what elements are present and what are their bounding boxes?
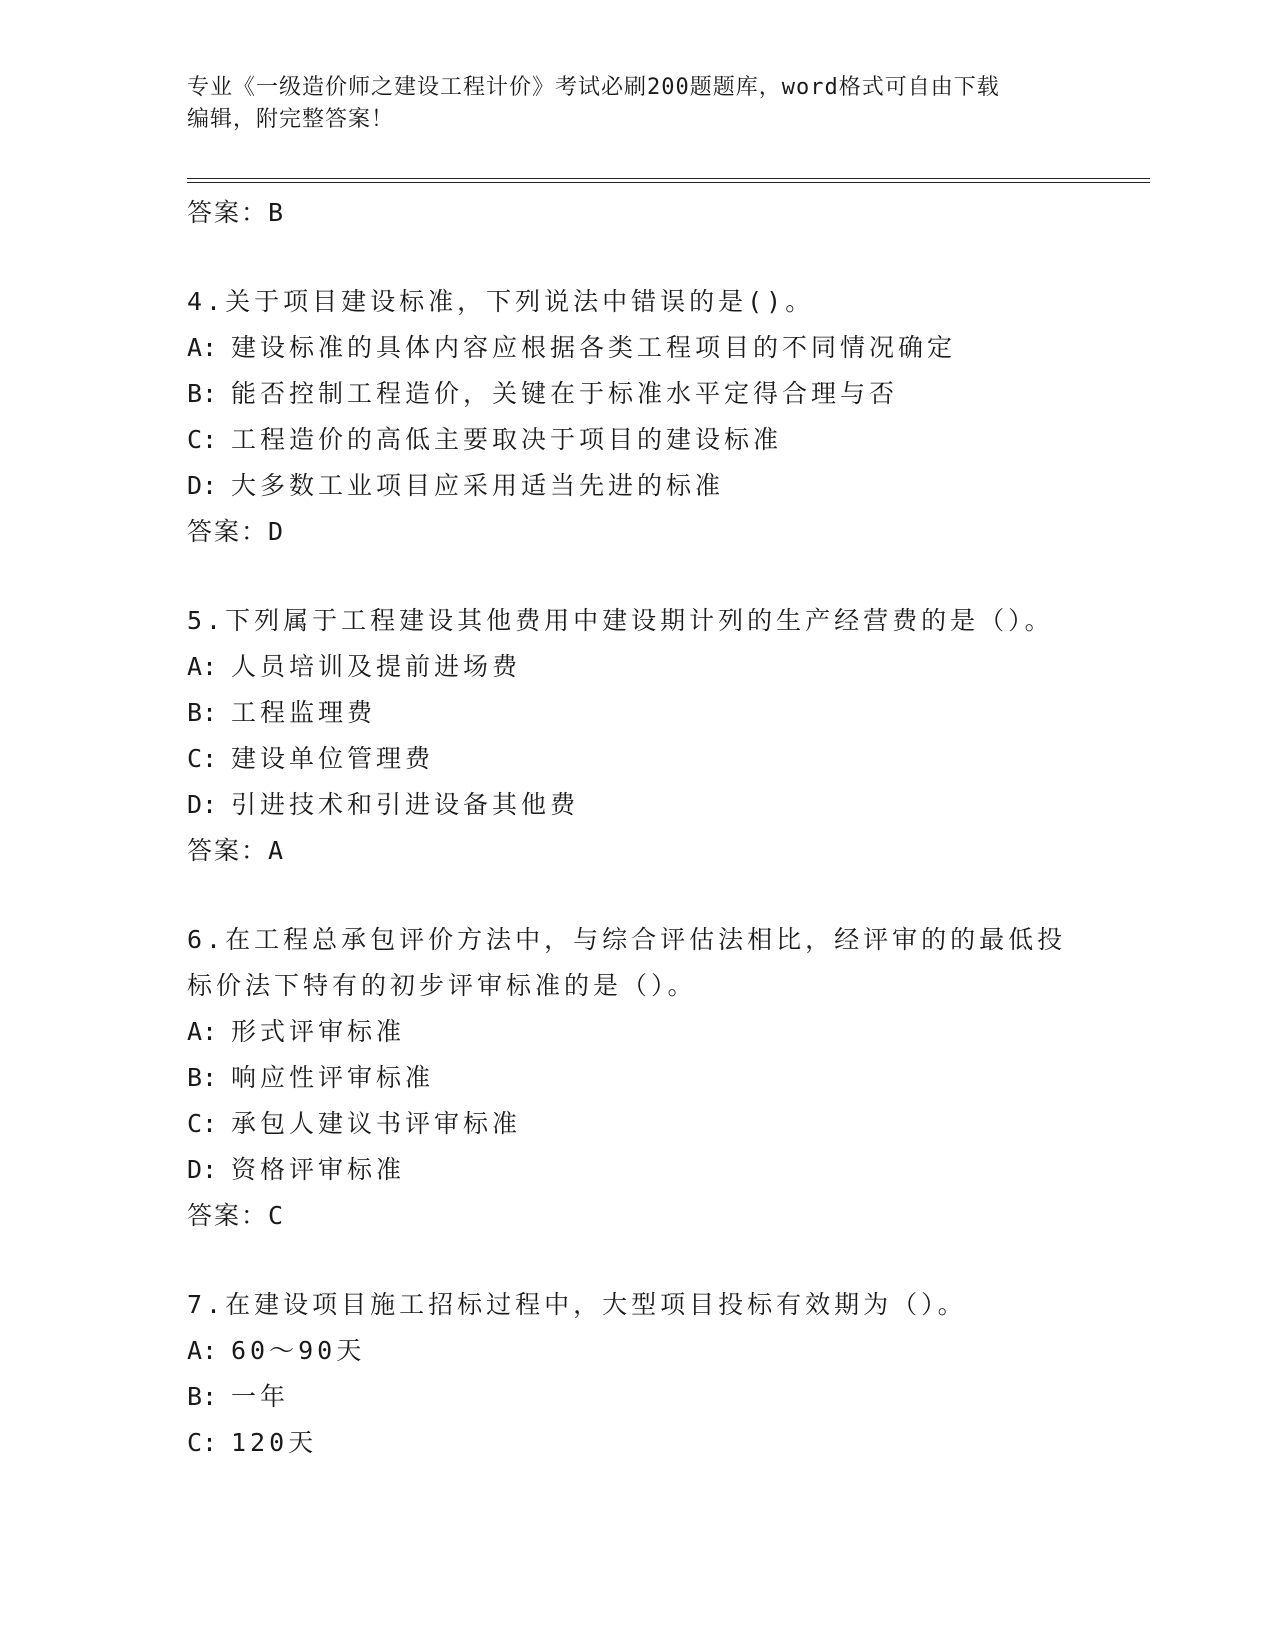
option-text: 建设标准的具体内容应根据各类工程项目的不同情况确定 xyxy=(231,333,957,362)
option-row xyxy=(187,736,1147,782)
option-text: 一年 xyxy=(231,1382,290,1411)
question-stem: 7.在建设项目施工招标过程中，大型项目投标有效期为（）。 xyxy=(187,1290,967,1319)
option-text: 工程监理费 xyxy=(231,698,377,727)
option-row xyxy=(187,782,1147,828)
option-letter: A: xyxy=(187,333,218,362)
question-spacer xyxy=(187,555,1147,598)
option-text: 大多数工业项目应采用适当先进的标准 xyxy=(231,471,725,500)
option-text: 能否控制工程造价，关键在于标准水平定得合理与否 xyxy=(231,379,899,408)
option-row xyxy=(187,1009,1147,1055)
option-row xyxy=(187,644,1147,690)
option-letter: A: xyxy=(187,1336,218,1365)
document-header xyxy=(187,72,1067,136)
question-stem: 5.下列属于工程建设其他费用中建设期计列的生产经营费的是（）。 xyxy=(187,606,1054,635)
header-divider xyxy=(187,178,1150,183)
option-text: 资格评审标准 xyxy=(231,1155,406,1184)
option-text: 120天 xyxy=(231,1428,318,1457)
option-letter: C: xyxy=(187,1109,218,1138)
option-row xyxy=(187,371,1147,417)
question-spacer xyxy=(187,874,1147,917)
option-text: 响应性评审标准 xyxy=(231,1063,435,1092)
option-text: 承包人建议书评审标准 xyxy=(231,1109,522,1138)
option-letter: B: xyxy=(187,379,218,408)
option-letter: D: xyxy=(187,1155,218,1184)
option-letter: C: xyxy=(187,1428,218,1457)
option-text: 引进技术和引进设备其他费 xyxy=(231,790,580,819)
question-block xyxy=(187,917,1147,1239)
header-line-1: 专业《一级造价师之建设工程计价》考试必刷200题题库，word格式可自由下载 xyxy=(187,75,1000,100)
option-letter: A: xyxy=(187,1017,218,1046)
question-block xyxy=(187,279,1147,555)
previous-answer: 答案：B xyxy=(187,198,286,227)
option-letter: B: xyxy=(187,1063,218,1092)
question-stem: 6.在工程总承包评价方法中，与综合评估法相比，经评审的的最低投 xyxy=(187,925,1067,954)
option-letter: C: xyxy=(187,425,218,454)
question-spacer xyxy=(187,236,1147,279)
option-row xyxy=(187,690,1147,736)
option-letter: D: xyxy=(187,790,218,819)
question-stem: 4.关于项目建设标准，下列说法中错误的是()。 xyxy=(187,287,815,316)
question-block xyxy=(187,1282,1147,1466)
question-list xyxy=(187,190,1147,1466)
option-text: 建设单位管理费 xyxy=(231,744,435,773)
option-letter: B: xyxy=(187,698,218,727)
option-row xyxy=(187,1328,1147,1374)
header-line-2: 编辑，附完整答案！ xyxy=(187,107,395,132)
answer-line: 答案：D xyxy=(187,517,286,546)
option-row xyxy=(187,325,1147,371)
option-row xyxy=(187,1147,1147,1193)
option-row xyxy=(187,1101,1147,1147)
answer-line: 答案：C xyxy=(187,1201,286,1230)
option-text: 60～90天 xyxy=(231,1336,366,1365)
option-row xyxy=(187,1420,1147,1466)
option-row xyxy=(187,1055,1147,1101)
option-text: 人员培训及提前进场费 xyxy=(231,652,522,681)
option-row xyxy=(187,1374,1147,1420)
question-stem: 标价法下特有的初步评审标准的是（）。 xyxy=(187,971,697,1000)
answer-line: 答案：A xyxy=(187,836,286,865)
option-letter: C: xyxy=(187,744,218,773)
option-text: 工程造价的高低主要取决于项目的建设标准 xyxy=(231,425,783,454)
question-block xyxy=(187,598,1147,874)
option-row xyxy=(187,417,1147,463)
option-letter: B: xyxy=(187,1382,218,1411)
option-text: 形式评审标准 xyxy=(231,1017,406,1046)
option-letter: D: xyxy=(187,471,218,500)
question-spacer xyxy=(187,1239,1147,1282)
option-row xyxy=(187,463,1147,509)
option-letter: A: xyxy=(187,652,218,681)
